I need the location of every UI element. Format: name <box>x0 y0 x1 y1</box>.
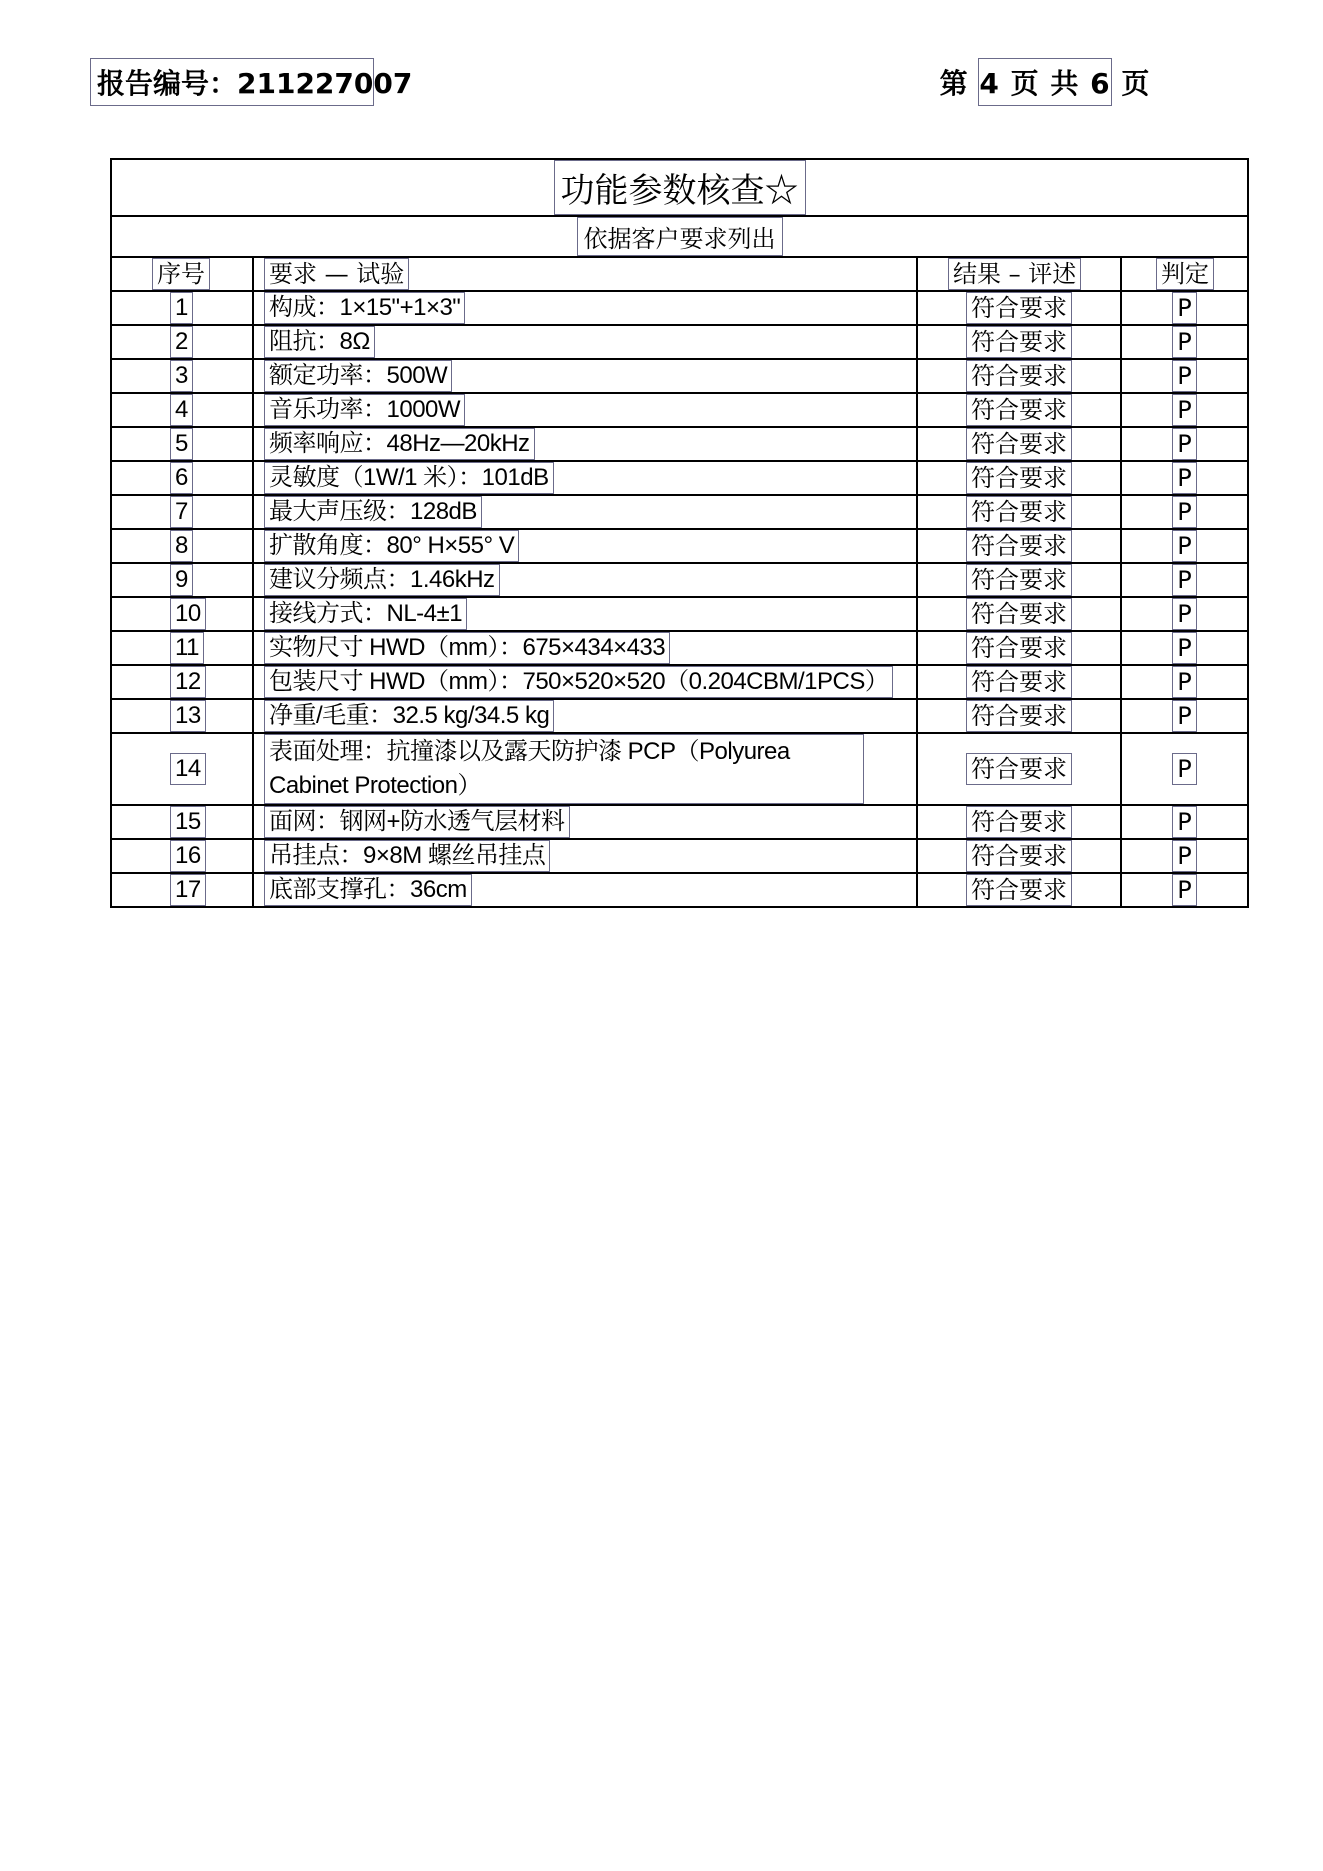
requirement-cell <box>253 291 917 325</box>
judgement-cell <box>1121 597 1248 631</box>
table-row <box>111 291 1248 325</box>
result-cell <box>917 665 1121 699</box>
row-number: 2 <box>170 326 193 358</box>
function-parameter-table <box>110 158 1249 908</box>
requirement-text: 最大声压级：128dB <box>264 496 482 528</box>
judgement-text: P <box>1172 874 1196 906</box>
requirement-cell <box>253 805 917 839</box>
table-row <box>111 427 1248 461</box>
requirement-text: 表面处理：抗撞漆以及露天防护漆 PCP（Polyurea Cabinet Protection） <box>264 734 864 804</box>
row-number-cell <box>111 699 253 733</box>
table-row <box>111 733 1248 805</box>
result-cell <box>917 529 1121 563</box>
judgement-text: P <box>1172 564 1196 596</box>
table-title-cell <box>111 159 1248 216</box>
judgement-cell <box>1121 733 1248 805</box>
requirement-cell <box>253 873 917 907</box>
result-cell <box>917 495 1121 529</box>
judgement-cell <box>1121 325 1248 359</box>
result-text: 符合要求 <box>966 292 1072 324</box>
result-text: 符合要求 <box>966 806 1072 838</box>
requirement-cell <box>253 359 917 393</box>
judgement-text: P <box>1172 632 1196 664</box>
row-number-cell <box>111 665 253 699</box>
result-cell <box>917 873 1121 907</box>
result-text: 符合要求 <box>966 598 1072 630</box>
requirement-cell <box>253 733 917 805</box>
table-row <box>111 597 1248 631</box>
column-header-row <box>111 257 1248 291</box>
row-number: 13 <box>170 700 206 732</box>
result-cell <box>917 291 1121 325</box>
table-row <box>111 563 1248 597</box>
result-text: 符合要求 <box>966 700 1072 732</box>
table-row <box>111 325 1248 359</box>
result-text: 符合要求 <box>966 462 1072 494</box>
result-text: 符合要求 <box>966 360 1072 392</box>
judgement-text: P <box>1172 326 1196 358</box>
page-indicator <box>939 58 1151 106</box>
row-number-cell <box>111 839 253 873</box>
result-cell <box>917 427 1121 461</box>
result-text: 符合要求 <box>966 564 1072 596</box>
row-number-cell <box>111 325 253 359</box>
judgement-text: P <box>1172 806 1196 838</box>
result-text: 符合要求 <box>966 496 1072 528</box>
requirement-cell <box>253 495 917 529</box>
row-number-cell <box>111 733 253 805</box>
judgement-cell <box>1121 359 1248 393</box>
table-row <box>111 393 1248 427</box>
judgement-text: P <box>1172 360 1196 392</box>
requirement-cell <box>253 563 917 597</box>
requirement-cell <box>253 665 917 699</box>
table-subtitle-cell <box>111 216 1248 257</box>
table-row <box>111 529 1248 563</box>
row-number: 17 <box>170 874 206 906</box>
table-subtitle: 依据客户要求列出 <box>577 217 783 256</box>
requirement-cell <box>253 699 917 733</box>
judgement-cell <box>1121 805 1248 839</box>
table-title: 功能参数核查☆ <box>554 160 806 215</box>
judgement-cell <box>1121 665 1248 699</box>
page-indicator-text: 第 4 页 共 6 页 <box>939 67 1151 100</box>
requirement-text: 接线方式：NL-4±1 <box>264 598 467 630</box>
row-number: 5 <box>170 428 193 460</box>
judgement-cell <box>1121 393 1248 427</box>
result-cell <box>917 597 1121 631</box>
row-number: 10 <box>170 598 206 630</box>
report-number-text: 报告编号：211227007 <box>97 67 413 100</box>
row-number-cell <box>111 631 253 665</box>
row-number: 3 <box>170 360 193 392</box>
judgement-text: P <box>1172 292 1196 324</box>
requirement-text: 构成：1×15"+1×3" <box>264 292 465 324</box>
table-row <box>111 665 1248 699</box>
requirement-text: 频率响应：48Hz—20kHz <box>264 428 535 460</box>
requirement-cell <box>253 529 917 563</box>
row-number-cell <box>111 529 253 563</box>
result-cell <box>917 839 1121 873</box>
judgement-text: P <box>1172 700 1196 732</box>
row-number-cell <box>111 597 253 631</box>
row-number: 1 <box>170 292 193 324</box>
requirement-text: 底部支撑孔：36cm <box>264 874 472 906</box>
requirement-cell <box>253 839 917 873</box>
requirement-text: 建议分频点：1.46kHz <box>264 564 500 596</box>
row-number: 15 <box>170 806 206 838</box>
result-text: 符合要求 <box>966 326 1072 358</box>
row-number: 7 <box>170 496 193 528</box>
row-number-cell <box>111 427 253 461</box>
requirement-text: 灵敏度（1W/1 米）：101dB <box>264 462 554 494</box>
result-text: 符合要求 <box>966 394 1072 426</box>
requirement-cell <box>253 393 917 427</box>
result-text: 符合要求 <box>966 632 1072 664</box>
result-text: 符合要求 <box>966 874 1072 906</box>
judgement-text: P <box>1172 428 1196 460</box>
result-cell <box>917 461 1121 495</box>
row-number: 11 <box>170 632 204 664</box>
row-number-cell <box>111 805 253 839</box>
row-number: 6 <box>170 462 193 494</box>
requirement-text: 阻抗：8Ω <box>264 326 375 358</box>
requirement-text: 净重/毛重：32.5 kg/34.5 kg <box>264 700 554 732</box>
requirement-text: 额定功率：500W <box>264 360 452 392</box>
requirement-text: 面网：钢网+防水透气层材料 <box>264 806 570 838</box>
row-number-cell <box>111 873 253 907</box>
result-text: 符合要求 <box>966 530 1072 562</box>
row-number: 14 <box>170 753 206 785</box>
row-number-cell <box>111 461 253 495</box>
judgement-text: P <box>1172 394 1196 426</box>
requirement-text: 实物尺寸 HWD（mm）：675×434×433 <box>264 632 670 664</box>
report-number <box>90 58 413 106</box>
row-number: 4 <box>170 394 193 426</box>
requirement-text: 音乐功率：1000W <box>264 394 465 426</box>
table-row <box>111 699 1248 733</box>
judgement-cell <box>1121 699 1248 733</box>
requirement-text: 吊挂点：9×8M 螺丝吊挂点 <box>264 840 550 872</box>
table-row <box>111 873 1248 907</box>
table-row <box>111 359 1248 393</box>
judgement-cell <box>1121 873 1248 907</box>
result-text: 符合要求 <box>966 666 1072 698</box>
judgement-text: P <box>1172 598 1196 630</box>
judgement-text: P <box>1172 530 1196 562</box>
judgement-cell <box>1121 291 1248 325</box>
judgement-cell <box>1121 631 1248 665</box>
requirement-cell <box>253 631 917 665</box>
judgement-text: P <box>1172 462 1196 494</box>
result-cell <box>917 805 1121 839</box>
result-text: 符合要求 <box>966 840 1072 872</box>
row-number: 9 <box>170 564 193 596</box>
requirement-cell <box>253 325 917 359</box>
result-cell <box>917 393 1121 427</box>
requirement-text: 扩散角度：80° H×55° V <box>264 530 519 562</box>
result-cell <box>917 563 1121 597</box>
row-number: 16 <box>170 840 206 872</box>
judgement-text: P <box>1172 666 1196 698</box>
judgement-cell <box>1121 563 1248 597</box>
result-cell <box>917 699 1121 733</box>
column-header-no: 序号 <box>111 257 253 291</box>
result-cell <box>917 359 1121 393</box>
row-number: 12 <box>170 666 206 698</box>
requirement-text: 包装尺寸 HWD（mm）：750×520×520（0.204CBM/1PCS） <box>264 666 893 698</box>
table-row <box>111 805 1248 839</box>
judgement-text: P <box>1172 840 1196 872</box>
result-cell <box>917 733 1121 805</box>
row-number-cell <box>111 393 253 427</box>
column-header-result: 结果 – 评述 <box>917 257 1121 291</box>
requirement-cell <box>253 461 917 495</box>
judgement-cell <box>1121 495 1248 529</box>
row-number-cell <box>111 563 253 597</box>
table-row <box>111 495 1248 529</box>
judgement-text: P <box>1172 496 1196 528</box>
row-number-cell <box>111 291 253 325</box>
judgement-cell <box>1121 839 1248 873</box>
result-cell <box>917 325 1121 359</box>
judgement-cell <box>1121 529 1248 563</box>
column-header-requirement: 要求 — 试验 <box>253 257 917 291</box>
row-number-cell <box>111 495 253 529</box>
result-cell <box>917 631 1121 665</box>
judgement-text: P <box>1172 753 1196 785</box>
result-text: 符合要求 <box>966 753 1072 785</box>
requirement-cell <box>253 597 917 631</box>
table-row <box>111 631 1248 665</box>
requirement-cell <box>253 427 917 461</box>
table-row <box>111 461 1248 495</box>
column-header-judgement: 判定 <box>1121 257 1248 291</box>
result-text: 符合要求 <box>966 428 1072 460</box>
judgement-cell <box>1121 427 1248 461</box>
table-row <box>111 839 1248 873</box>
row-number-cell <box>111 359 253 393</box>
row-number: 8 <box>170 530 193 562</box>
judgement-cell <box>1121 461 1248 495</box>
